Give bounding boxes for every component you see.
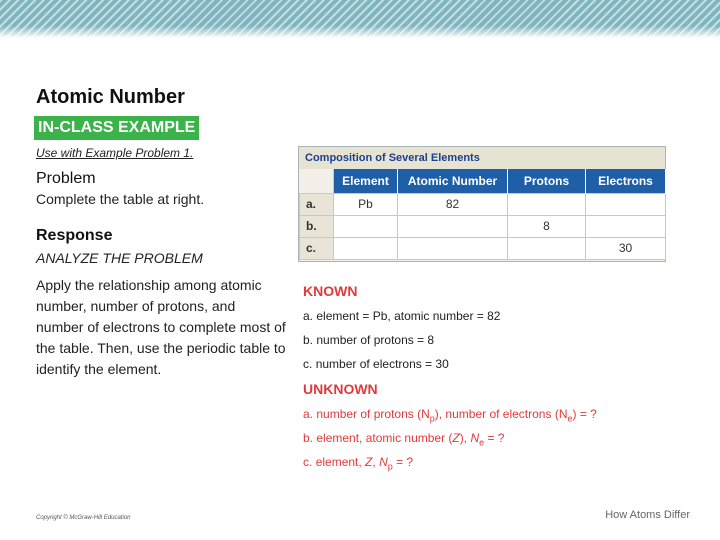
known-text: number of protons = 8 — [316, 333, 435, 347]
unknown-text: = ? — [392, 455, 414, 469]
unknown-label: a. — [303, 407, 314, 421]
unknown-line-c — [303, 455, 413, 471]
table-cell — [398, 215, 508, 237]
italic-z: Z — [365, 455, 373, 469]
table-cell — [334, 215, 398, 237]
response-text: Apply the relationship among atomic number, number of protons, and number of electrons to complete most of the table. Then, use the periodic table to identify the element. — [36, 277, 286, 377]
copyright-notice: Copyright © McGraw-Hill Education — [36, 515, 131, 521]
table-header-row — [300, 169, 666, 193]
in-class-example-badge: IN-CLASS EXAMPLE — [34, 116, 199, 140]
subscript: e — [479, 437, 485, 448]
table-header-protons: Protons — [508, 169, 586, 193]
response-heading: Response — [36, 227, 113, 244]
known-line-b — [303, 333, 434, 347]
unknown-text: element, atomic number ( — [316, 431, 453, 445]
problem-text: Complete the table at right. — [36, 191, 205, 207]
table-row — [300, 237, 666, 259]
analyze-heading: ANALYZE THE PROBLEM — [36, 250, 203, 266]
table-cell — [586, 193, 666, 215]
known-label: c. — [303, 357, 313, 371]
known-line-c — [303, 357, 449, 371]
unknown-heading: UNKNOWN — [303, 381, 378, 397]
unknown-text: number of protons (N — [316, 407, 430, 421]
unknown-line-a — [303, 407, 597, 423]
italic-n: N — [470, 431, 480, 445]
row-label: c. — [300, 237, 334, 259]
table-cell — [508, 237, 586, 259]
unknown-line-b — [303, 431, 504, 447]
table-cell: 82 — [398, 193, 508, 215]
subscript: e — [567, 413, 573, 424]
table-cell — [398, 237, 508, 259]
table-cell — [508, 193, 586, 215]
unknown-text: element, — [315, 455, 366, 469]
unknown-text: ) = ? — [572, 407, 597, 421]
known-text: number of electrons = 30 — [315, 357, 449, 371]
table-header-element: Element — [334, 169, 398, 193]
table-cell: 30 — [586, 237, 666, 259]
table-caption: Composition of Several Elements — [299, 147, 665, 169]
table-cell: Pb — [334, 193, 398, 215]
header-banner — [0, 0, 720, 38]
italic-z: Z — [452, 431, 460, 445]
table-row — [300, 215, 666, 237]
unknown-label: b. — [303, 431, 314, 445]
known-line-a — [303, 309, 500, 323]
table-header-blank — [300, 169, 334, 193]
composition-table — [298, 146, 666, 262]
italic-n: N — [379, 455, 388, 469]
known-label: b. — [303, 333, 314, 347]
page-title: Atomic Number — [36, 86, 185, 108]
unknown-text: , — [372, 455, 380, 469]
known-label: a. — [303, 309, 314, 323]
footer-topic: How Atoms Differ — [605, 509, 690, 521]
subscript: p — [387, 461, 393, 472]
use-with-link[interactable]: Use with Example Problem 1. — [36, 146, 194, 160]
table-header-atomic-number: Atomic Number — [398, 169, 508, 193]
known-heading: KNOWN — [303, 283, 358, 299]
row-label: b. — [300, 215, 334, 237]
table-header-electrons: Electrons — [586, 169, 666, 193]
unknown-text: ), — [459, 431, 471, 445]
known-text: element = Pb, atomic number = 82 — [316, 309, 501, 323]
subscript: p — [429, 413, 435, 424]
row-label: a. — [300, 193, 334, 215]
unknown-text: ), number of electrons (N — [434, 407, 568, 421]
problem-heading: Problem — [36, 170, 96, 187]
table-cell — [586, 215, 666, 237]
unknown-text: = ? — [484, 431, 505, 445]
table-cell — [334, 237, 398, 259]
table-cell: 8 — [508, 215, 586, 237]
unknown-label: c. — [303, 455, 313, 469]
table-row — [300, 193, 666, 215]
